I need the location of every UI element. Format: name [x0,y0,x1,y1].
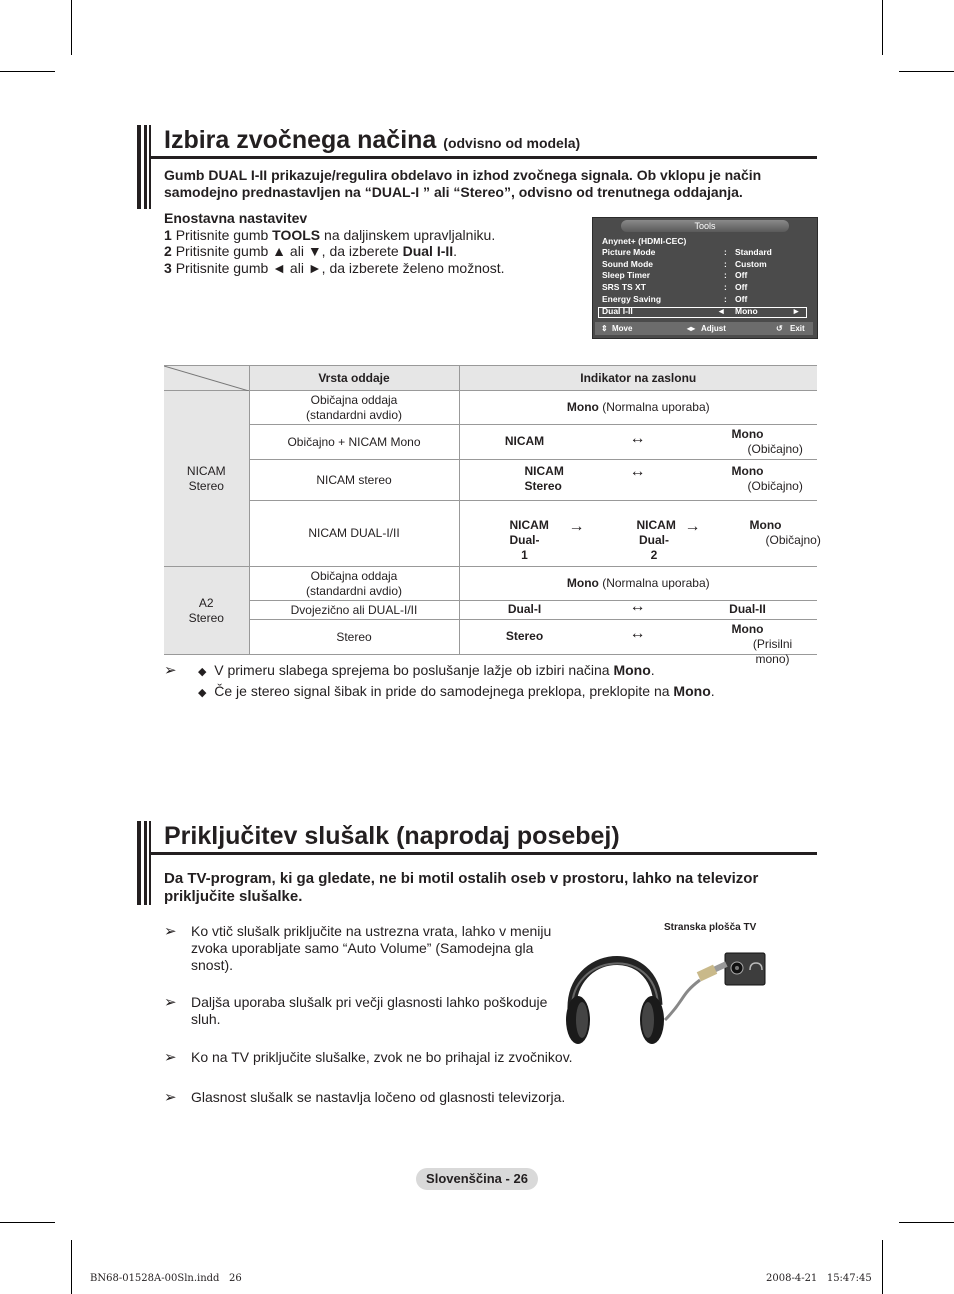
osd-item-label: Sleep Timer [602,270,651,280]
note-item: ◆ Če je stereo signal šibak in pride do samodejnega preklopa, preklopite na Mono. [198,683,715,699]
section-marker-bar [149,125,151,209]
setup-step [164,260,584,277]
setup-step [164,227,584,244]
step-text: Pritisnite gumb ◄ ali ►, da izberete želeno možnost. [175,259,505,276]
osd-separator: : [724,294,727,304]
note-list [198,661,798,703]
intro-text [164,167,804,201]
osd-item-energy-saving[interactable] [602,294,661,305]
section-title-sub: (odvisno od modela) [443,135,581,151]
toggle-arrow-icon: ↔ [629,463,646,480]
section-marker-bar [144,821,147,905]
title-rule [151,156,817,159]
osd-title: Tools [621,220,789,232]
step-text: Pritisnite gumb ▲ ali ▼, da izberete [175,243,403,259]
crop-mark [899,71,954,72]
setup-heading: Enostavna nastavitev [164,210,308,226]
osd-item-label: Dual I-II [602,306,633,316]
crop-mark [882,1240,883,1294]
step-text: na daljinskem upravljalniku. [320,226,496,243]
osd-separator: : [724,259,727,269]
type-line: Običajna oddaja [310,392,398,407]
indicator-mode: NICAM Dual-2 [636,518,676,562]
step-keyword: TOOLS [272,226,321,243]
title-rule [151,852,817,855]
osd-item-value: Off [735,270,748,280]
header-indicator: Indikator na zaslonu [459,366,817,391]
step-number: 3 [164,259,172,276]
table-row [164,567,817,601]
crop-mark [0,1222,55,1223]
section-marker-bar [144,125,147,209]
osd-item-sleep-timer[interactable] [602,270,650,281]
indicator-mode: Mono (Običajno) [749,518,821,547]
section-marker-bar [149,821,151,905]
group-label: Stereo [188,610,224,625]
note-arrow-icon: ➢ [164,923,177,940]
table-row [164,601,817,620]
osd-footer-adjust: Adjust [701,324,726,333]
setup-step [164,243,584,260]
group-label: NICAM [186,463,226,478]
header-type: Vrsta oddaje [249,366,459,391]
table-row [164,460,817,501]
indicator-cell [459,460,817,501]
osd-item-value: Custom [735,259,767,269]
osd-item-value: Off [735,294,748,304]
adjust-icon: ◂▸ [687,324,696,333]
indicator-cell [459,598,817,620]
group-label: A2 [198,595,214,610]
diamond-bullet-icon: ◆ [198,666,207,678]
type-line: (standardni avdio) [305,407,403,422]
indicator-note: (Normalna uporaba) [598,576,710,590]
crop-mark [71,0,72,55]
indicator-mode: Mono (Običajno) [731,464,803,493]
return-icon: ↺ [776,324,783,333]
crop-mark [71,1240,72,1294]
note-arrow-icon: ➢ [164,994,177,1011]
header-diagonal-cell [164,366,249,391]
step-text: . [453,243,458,259]
table-row [164,425,817,460]
osd-separator: : [724,282,727,292]
osd-right-arrow-icon[interactable]: ► [792,306,801,316]
type-cell: NICAM stereo [249,460,459,501]
osd-item-label: Sound Mode [602,259,653,269]
osd-item-value: Standard [735,247,772,257]
section-title-text: Priključitev slušalk (naprodaj posebej) [164,822,620,850]
toggle-arrow-icon: ↔ [629,430,646,447]
indicator-mode: Dual-I [507,602,542,616]
type-line: Običajna oddaja [310,568,398,583]
type-cell [249,567,459,601]
osd-footer [595,322,813,335]
indicator-mode: Mono [566,576,599,590]
osd-item-picture-mode[interactable] [602,247,655,258]
toggle-arrow-icon: ↔ [629,625,646,642]
crop-mark [882,0,883,55]
step-number: 2 [164,243,172,259]
step-keyword: Dual I-II [402,243,454,259]
intro-line: priključite slušalke. [164,888,303,905]
table-row [164,391,817,425]
indicator-mode: Mono (Običajno) [731,427,803,456]
osd-item-sound-mode[interactable] [602,259,653,270]
intro-line: Gumb DUAL I-II prikazuje/regulira obdelavo in izhod zvočnega signala. Ob vklopu je način [164,167,762,183]
osd-item-value: Off [735,282,748,292]
section-title [164,822,620,851]
note-arrow-icon: ➢ [164,662,177,679]
page-number-badge: Slovenščina - 26 [416,1168,538,1190]
type-cell [249,391,459,425]
setup-block [164,210,584,276]
section-title-text: Izbira zvočnega načina [164,126,437,154]
note-item: Daljša uporaba slušalk pri večji glasnosti lahko poškoduje sluh. [191,994,548,1027]
table-row [164,620,817,655]
print-slug-right: 2008-4-21 15:47:45 [766,1273,872,1284]
headphone-illustration [560,940,775,1055]
indicator-cell [459,501,821,567]
intro-line: samodejno prednastavljen na “DUAL-I ” ali “Stereo”, odvisno od trenutnega oddajanja. [164,184,743,200]
osd-item-label: Energy Saving [602,294,662,304]
note-item: Ko na TV priključite slušalke, zvok ne bo prihajal iz zvočnikov. [191,1049,573,1065]
osd-footer-exit: Exit [790,324,805,333]
note-arrow-icon: ➢ [164,1049,177,1066]
osd-footer-move: Move [612,324,633,333]
note-item: Ko vtič slušalk priključite na ustrezna vrata, lahko v meniju zvoka uporabljate samo “Auto Volume” (Samodejna gla snost). [191,923,552,973]
osd-left-arrow-icon[interactable]: ◄ [717,306,726,316]
print-slug-left: BN68-01528A-00Sln.indd 26 [90,1273,242,1284]
osd-item-label: SRS TS XT [602,282,646,292]
type-cell: Običajno + NICAM Mono [249,425,459,460]
table-header-row [164,366,817,391]
osd-item-label: Anynet+ (HDMI-CEC) [602,236,687,246]
type-cell: Stereo [249,620,459,655]
type-line: (standardni avdio) [305,583,403,598]
type-cell: NICAM DUAL-I/II [249,501,459,567]
indicator-mode: Mono (Prisilni mono) [731,622,793,666]
osd-item-label: Picture Mode [602,247,656,257]
diagonal-line [164,366,249,391]
note-item: Glasnost slušalk se nastavlja ločeno od glasnosti televizorja. [191,1089,566,1105]
indicator-mode: Mono [566,400,599,414]
indicator-mode: Stereo [505,629,544,643]
step-text: Pritisnite gumb [175,226,273,243]
indicator-mode: NICAM Stereo [524,464,564,493]
section-title [164,126,580,155]
indicator-note: (Normalna uporaba) [598,400,710,414]
dual-sound-table [164,365,821,666]
section-marker-bar [137,821,141,905]
osd-separator: : [724,270,727,280]
figure-caption: Stranska plošča TV [664,922,757,933]
intro-text [164,870,804,906]
step-number: 1 [164,226,172,243]
toggle-arrow-icon: ↔ [629,598,646,615]
group-label: Stereo [188,478,224,493]
intro-line: Da TV-program, ki ga gledate, ne bi motil ostalih oseb v prostoru, lahko na televizor [164,870,759,887]
crop-mark [0,71,55,72]
diamond-bullet-icon: ◆ [198,687,207,699]
section-marker-bar [137,125,141,209]
osd-item-anynet[interactable] [602,236,686,247]
tools-osd-menu [592,217,818,339]
indicator-cell [459,567,817,601]
osd-item-dual[interactable] [602,306,633,317]
table-row [164,501,817,567]
indicator-cell [459,391,817,425]
indicator-mode: NICAM Dual-1 [509,518,549,562]
group-nicam [164,391,249,567]
osd-item-srs[interactable] [602,282,646,293]
osd-item-value: Mono [735,306,758,316]
note-item: ◆ V primeru slabega sprejema bo poslušanje lažje ob izbiri načina Mono. [198,662,655,678]
group-a2 [164,567,249,655]
indicator-cell [459,425,817,460]
note-arrow-icon: ➢ [164,1089,177,1106]
osd-separator: : [724,247,727,257]
next-arrow-icon: → [684,518,701,535]
indicator-mode: Dual-II [729,602,766,616]
next-arrow-icon: → [568,518,585,535]
crop-mark [899,1222,954,1223]
indicator-cell [459,620,817,666]
indicator-mode: NICAM [504,434,545,448]
type-cell: Dvojezično ali DUAL-I/II [249,601,459,620]
move-icon: ⇕ [601,324,608,333]
